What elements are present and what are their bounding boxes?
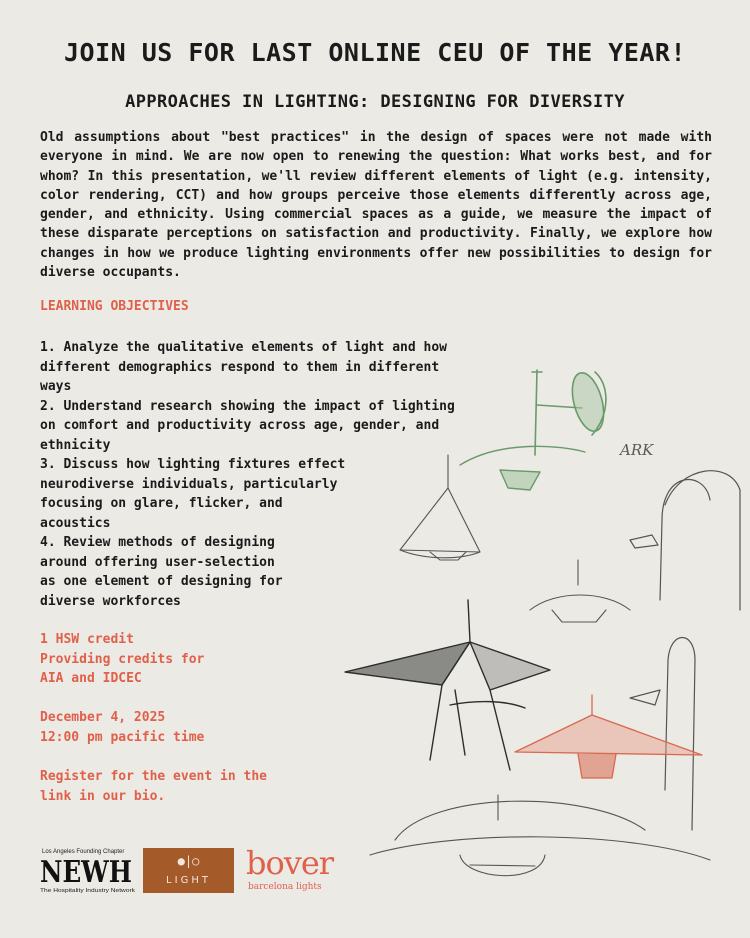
objective-line: focusing on glare, flicker, and [40, 496, 283, 511]
event-datetime [40, 708, 204, 747]
red-cone-lamp [515, 695, 702, 778]
register-callout [40, 767, 267, 806]
newh-main-text: NEWH [40, 855, 132, 890]
credits-info [40, 630, 204, 689]
objective-line: diverse workforces [40, 593, 181, 609]
register-line: Register for the event in the [40, 769, 267, 784]
arched-floor-lamp [630, 471, 740, 610]
light-logo-word: LIGHT [166, 875, 211, 886]
objective-line: ways [40, 379, 72, 394]
objective-line: 3. Discuss how lighting fixtures effect [40, 457, 346, 472]
objective-line: neurodiverse individuals, particularly [40, 476, 338, 492]
objective-line: as one element of designing for [40, 574, 283, 589]
intro-paragraph: Old assumptions about "best practices" in the design of spaces were not made with everyone in mind. We are now open to renewing the question: What works best, and for whom? In this presentation, we'll review different elements of light (e.g. intensity, color rendering, CCT) and how groups perceive those elements differently across age, gender, and ethnicity. Using commercial spaces as a guide, we measure the impact of these disparate perceptions on satisfaction and productivity. Finally, we explore how changes in how we produce lighting environments offer new possibilities to design for diverse occupants. [40, 130, 712, 281]
cone-pendant-lamp [400, 455, 480, 560]
light-logo [143, 848, 234, 893]
page-subtitle: APPROACHES IN LIGHTING: DESIGNING FOR DIVERSITY [125, 92, 625, 112]
objective-line: 1. Analyze the qualitative elements of light and how [40, 340, 447, 355]
credits-line: AIA and IDCEC [40, 671, 142, 686]
objective-line: around offering user-selection [40, 554, 275, 570]
bottom-dish-lamp [370, 795, 710, 876]
newh-bottom-text: The Hospitality Industry Network [40, 888, 136, 894]
page-title: JOIN US FOR LAST ONLINE CEU OF THE YEAR! [63, 38, 687, 67]
register-line: link in our bio. [40, 788, 166, 804]
objective-line: ethnicity [40, 437, 111, 453]
dish-pendant-lamp [530, 560, 630, 622]
event-date: December 4, 2025 [40, 710, 166, 725]
newh-logo [40, 846, 136, 894]
black-pyramid-lamp [345, 600, 550, 770]
newh-top-text: Los Angeles Founding Chapter [42, 849, 125, 855]
objective-line: different demographics respond to them in different [40, 359, 440, 375]
sketch-label: ARK [620, 441, 654, 459]
credits-line: Providing credits for [40, 651, 205, 667]
learning-objectives-heading: LEARNING OBJECTIVES [40, 299, 189, 314]
objective-line: 2. Understand research showing the impact of lighting [40, 398, 455, 414]
bover-logo-sub: barcelona lights [248, 882, 322, 892]
bover-logo-word: bover [246, 844, 334, 882]
objective-line: 4. Review methods of designing [40, 535, 275, 550]
objective-line: on comfort and productivity across age, gender, and [40, 418, 440, 433]
event-time: 12:00 pm pacific time [40, 729, 205, 745]
bover-logo [246, 844, 346, 894]
light-logo-mark: ●|○ [177, 854, 200, 868]
objective-line: acoustics [40, 515, 111, 531]
green-pendant-lamp [460, 446, 585, 490]
newh-logo-mark [40, 846, 136, 894]
credits-line: 1 HSW credit [40, 632, 134, 647]
lamp-sketch-illustration [330, 360, 750, 890]
green-wall-lamp [532, 369, 609, 455]
